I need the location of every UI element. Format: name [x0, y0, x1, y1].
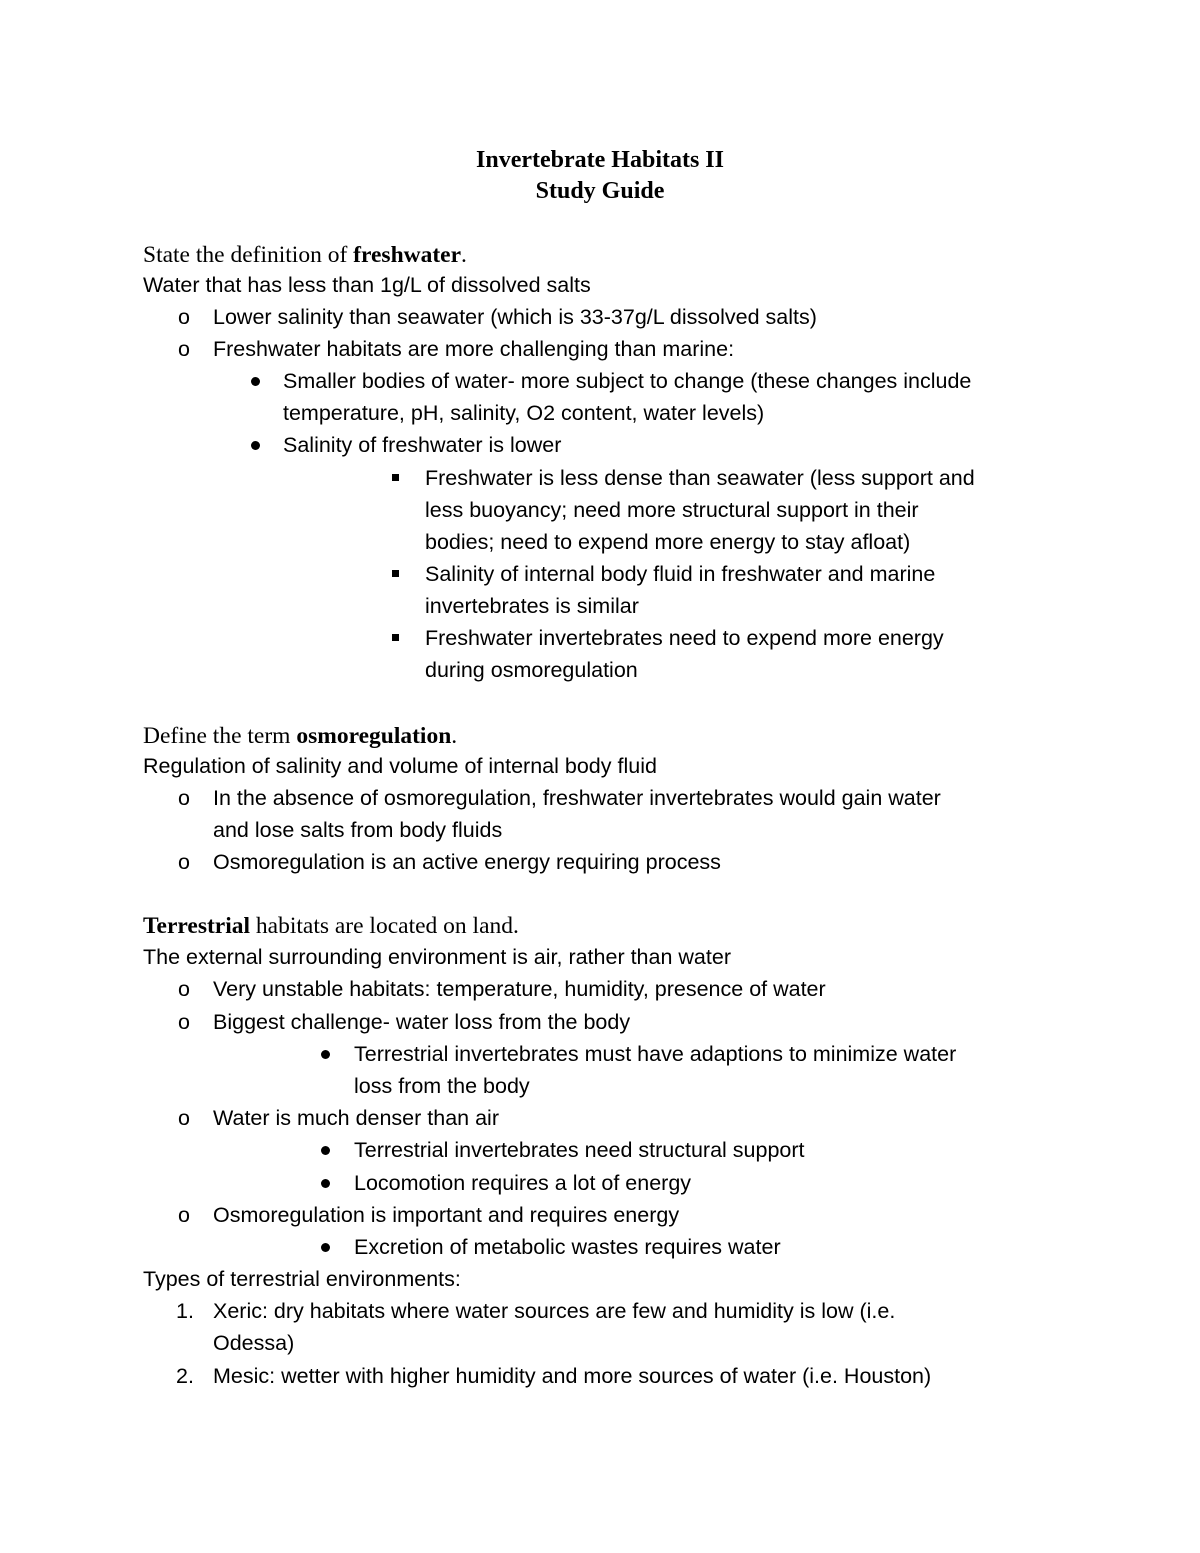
- list-item: Terrestrial invertebrates need structural support: [354, 1138, 805, 1162]
- list-item-continued: loss from the body: [354, 1074, 530, 1098]
- list-item-continued: during osmoregulation: [425, 658, 638, 682]
- list-item: Excretion of metabolic wastes requires water: [354, 1235, 781, 1259]
- list-item: Salinity of freshwater is lower: [283, 433, 562, 457]
- list-item: Freshwater habitats are more challenging than marine:: [213, 337, 735, 361]
- circle-bullet: o: [178, 786, 190, 810]
- document-title: Invertebrate Habitats II: [476, 147, 724, 173]
- list-item: Very unstable habitats: temperature, humidity, presence of water: [213, 977, 826, 1001]
- bullet-dot: [321, 1050, 330, 1059]
- list-item: Salinity of internal body fluid in freshwater and marine: [425, 562, 936, 586]
- list-item-continued: and lose salts from body fluids: [213, 818, 503, 842]
- document-subtitle: Study Guide: [535, 178, 665, 204]
- circle-bullet: o: [178, 1106, 190, 1130]
- bullet-square: [392, 634, 399, 641]
- circle-bullet: o: [178, 1203, 190, 1227]
- question-freshwater: [143, 239, 467, 271]
- list-item: Osmoregulation is important and requires energy: [213, 1203, 680, 1227]
- circle-bullet: o: [178, 1010, 190, 1034]
- question-text: State the definition of: [143, 242, 354, 268]
- question-term: osmoregulation: [296, 723, 452, 749]
- numbered-item: Xeric: dry habitats where water sources are few and humidity is low (i.e.: [213, 1299, 896, 1323]
- bullet-dot: [251, 377, 260, 386]
- bullet-dot: [251, 441, 260, 450]
- list-item: In the absence of osmoregulation, freshwater invertebrates would gain water: [213, 786, 941, 810]
- question-osmoregulation: [143, 720, 457, 752]
- list-item: Locomotion requires a lot of energy: [354, 1171, 692, 1195]
- list-item: Freshwater is less dense than seawater (less support and: [425, 466, 975, 490]
- bullet-dot: [321, 1243, 330, 1252]
- list-item: Freshwater invertebrates need to expend more energy: [425, 626, 944, 650]
- question-term: Terrestrial: [143, 913, 251, 939]
- numbered-marker: 2.: [176, 1364, 194, 1388]
- numbered-item-continued: Odessa): [213, 1331, 295, 1355]
- terrestrial-description: The external surrounding environment is air, rather than water: [143, 945, 731, 969]
- list-item: Smaller bodies of water- more subject to change (these changes include: [283, 369, 972, 393]
- question-period: .: [461, 242, 467, 268]
- bullet-square: [392, 474, 399, 481]
- list-item: Terrestrial invertebrates must have adaptions to minimize water: [354, 1042, 957, 1066]
- question-terrestrial: [143, 910, 519, 942]
- numbered-marker: 1.: [176, 1299, 194, 1323]
- osmoregulation-definition: Regulation of salinity and volume of internal body fluid: [143, 754, 657, 778]
- list-item: Biggest challenge- water loss from the body: [213, 1010, 631, 1034]
- freshwater-definition: Water that has less than 1g/L of dissolved salts: [143, 273, 591, 297]
- question-text: Define the term: [143, 723, 297, 749]
- question-term: freshwater: [353, 242, 462, 268]
- list-item: Water is much denser than air: [213, 1106, 499, 1130]
- bullet-dot: [321, 1146, 330, 1155]
- circle-bullet: o: [178, 977, 190, 1001]
- list-item-continued: less buoyancy; need more structural support in their: [425, 498, 919, 522]
- circle-bullet: o: [178, 305, 190, 329]
- question-text: habitats are located on land.: [250, 913, 519, 939]
- list-item-continued: bodies; need to expend more energy to stay afloat): [425, 530, 911, 554]
- list-item-continued: temperature, pH, salinity, O2 content, water levels): [283, 401, 765, 425]
- question-period: .: [451, 723, 458, 749]
- types-label: Types of terrestrial environments:: [143, 1267, 461, 1291]
- circle-bullet: o: [178, 337, 190, 361]
- list-item: Osmoregulation is an active energy requiring process: [213, 850, 721, 874]
- numbered-item: Mesic: wetter with higher humidity and more sources of water (i.e. Houston): [213, 1364, 932, 1388]
- list-item-continued: invertebrates is similar: [425, 594, 639, 618]
- circle-bullet: o: [178, 850, 190, 874]
- list-item: Lower salinity than seawater (which is 33-37g/L dissolved salts): [213, 305, 817, 329]
- bullet-dot: [321, 1179, 330, 1188]
- bullet-square: [392, 570, 399, 577]
